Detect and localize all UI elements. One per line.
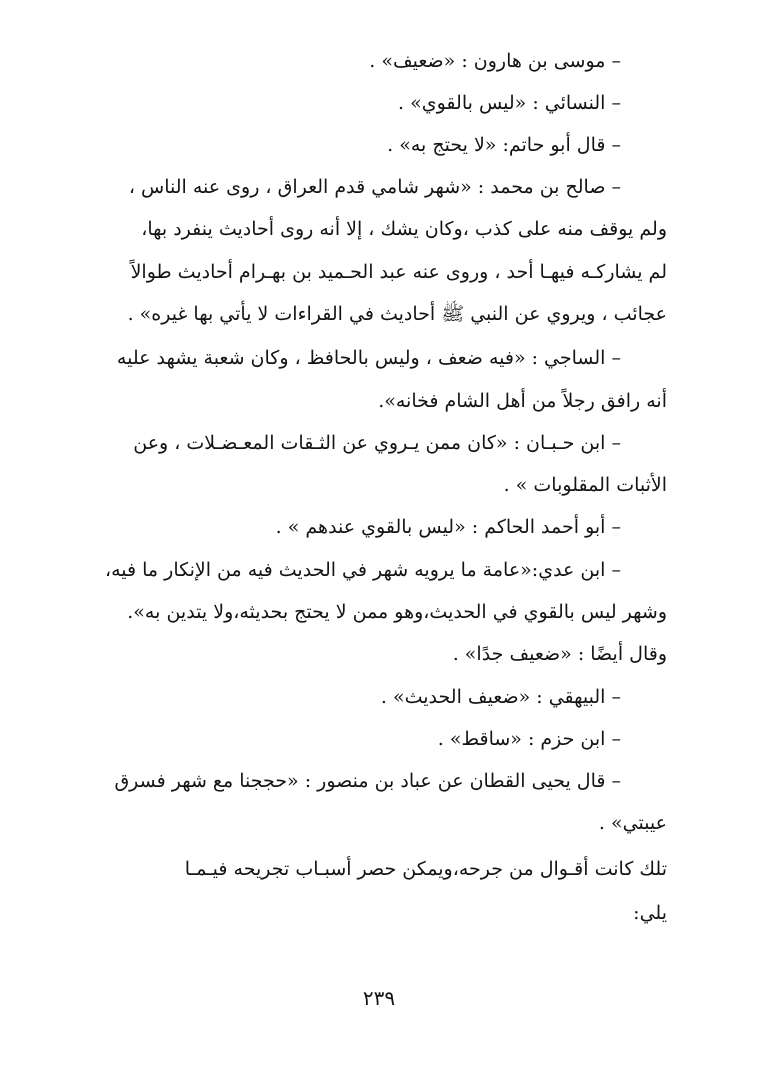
body-text-line: أنه رافق رجلاً من أهل الشام فخانه». [378, 390, 667, 412]
entry-ibn-hibban: – ابن حـبـان : «كان ممن يـروي عن الثـقات المعـضـلات ، وعن [133, 432, 621, 454]
entry-abu-hatim: – قال أبو حاتم: «لا يحتج به» . [387, 134, 621, 156]
summary-paragraph: تلك كانت أقـوال من جرحه،ويمكن حصر أسبـاب تجريحه فيـمـا [184, 858, 667, 880]
body-text-line: ولم يوقف منه على كذب ،وكان يشك ، إلا أنه روى أحاديث ينفرد بها، [141, 218, 667, 240]
body-text-line: عجائب ، ويروي عن النبي ﷺ أحاديث في القراءات لا يأتي بها غيره» . [127, 303, 667, 325]
entry-musa-ibn-harun: – موسى بن هارون : «ضعيف» . [369, 50, 621, 72]
body-text-line: الأثبات المقلوبات » . [503, 474, 667, 496]
body-text-line: وقال أيضًا : «ضعيف جدًا» . [452, 643, 667, 665]
entry-abu-ahmad-al-hakim: – أبو أحمد الحاكم : «ليس بالقوي عندهم » . [275, 516, 621, 538]
body-text-line: لم يشاركـه فيهـا أحد ، وروى عنه عبد الحـميد بن بهـرام أحاديث طوالاً [130, 261, 667, 283]
body-text-line: وشهر ليس بالقوي في الحديث،وهو ممن لا يحتج بحديثه،ولا يتدين به». [127, 601, 667, 623]
entry-ibn-adi: – ابن عدي:«عامة ما يرويه شهر في الحديث فيه من الإنكار ما فيه، [104, 559, 621, 581]
body-text-line: عيبتي» . [598, 812, 667, 834]
entry-yahya-al-qattan: – قال يحيى القطان عن عباد بن منصور : «حججنا مع شهر فسرق [114, 770, 621, 792]
entry-salih-ibn-muhammad: – صالح بن محمد : «شهر شامي قدم العراق ، روى عنه الناس ، [128, 176, 621, 198]
entry-bayhaqi: – البيهقي : «ضعيف الحديث» . [380, 686, 621, 708]
entry-ibn-hazm: – ابن حزم : «ساقط» . [437, 728, 621, 750]
page-number: ٢٣٩ [362, 986, 396, 1010]
entry-saji: – الساجي : «فيه ضعف ، وليس بالحافظ ، وكان شعبة يشهد عليه [116, 347, 621, 369]
entry-nasai: – النسائي : «ليس بالقوي» . [398, 92, 621, 114]
body-text-line: يلي: [633, 902, 667, 924]
